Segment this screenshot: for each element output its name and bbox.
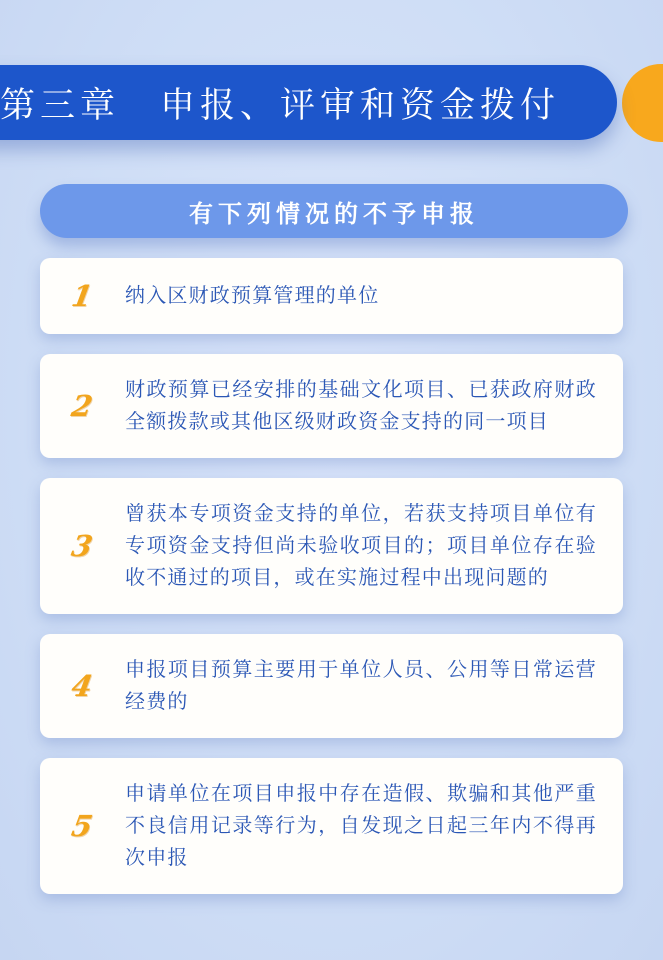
yellow-circle-decoration — [622, 64, 663, 142]
item-number: 1 — [69, 279, 96, 313]
item-text: 纳入区财政预算管理的单位 — [125, 285, 380, 307]
item-text: 财政预算已经安排的基础文化项目、已获政府财政全额拨款或其他区级财政资金支持的同一项目 — [125, 379, 597, 433]
item-number: 5 — [69, 809, 96, 843]
item-number: 4 — [69, 669, 96, 703]
condition-card-list — [40, 258, 623, 894]
item-text: 曾获本专项资金支持的单位，若获支持项目单位有专项资金支持但尚未验收项目的；项目单位存在验收不通过的项目，或在实施过程中出现问题的 — [125, 503, 597, 589]
item-text: 申报项目预算主要用于单位人员、公用等日常运营经费的 — [125, 659, 597, 713]
chapter-title: 第三章 申报、评审和资金拨付 — [0, 85, 561, 125]
list-item — [40, 478, 623, 614]
list-item — [40, 354, 623, 458]
section-subtitle: 有下列情况的不予申报 — [189, 200, 479, 228]
item-number: 2 — [69, 389, 96, 423]
list-item — [40, 758, 623, 894]
item-number: 3 — [69, 529, 96, 563]
section-subtitle-banner — [40, 184, 628, 238]
list-item — [40, 258, 623, 334]
item-text: 申请单位在项目申报中存在造假、欺骗和其他严重不良信用记录等行为，自发现之日起三年内不得再次申报 — [125, 783, 597, 869]
chapter-title-banner — [0, 65, 617, 140]
list-item — [40, 634, 623, 738]
